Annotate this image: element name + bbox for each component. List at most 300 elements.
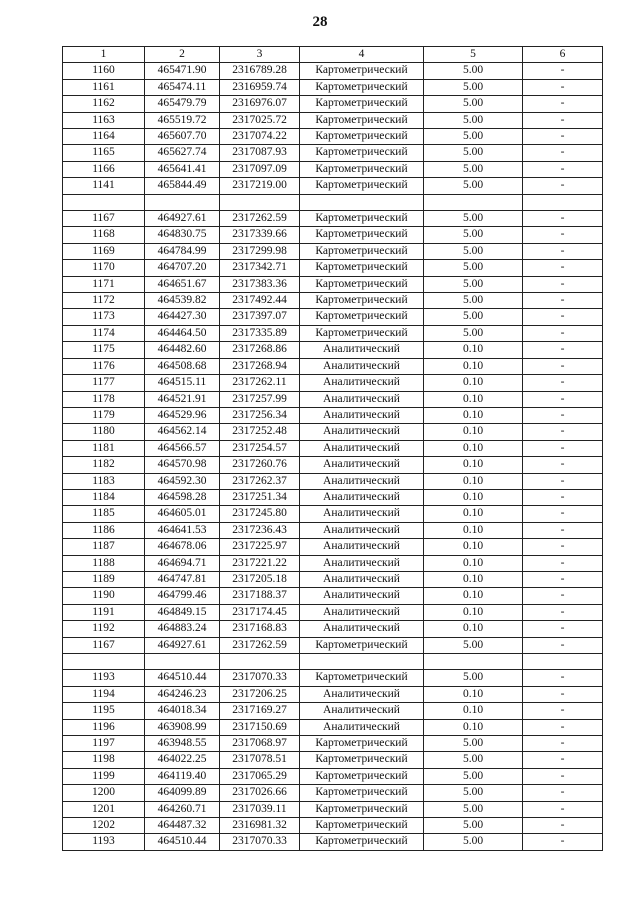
point-number-cell: 1169 [63, 243, 145, 259]
note-cell: - [523, 555, 603, 571]
accuracy-cell: 0.10 [424, 440, 523, 456]
y-coordinate-cell: 2317342.71 [220, 260, 300, 276]
accuracy-cell: 5.00 [424, 309, 523, 325]
accuracy-cell: 0.10 [424, 703, 523, 719]
method-cell: Аналитический [300, 489, 424, 505]
accuracy-cell: 0.10 [424, 457, 523, 473]
y-coordinate-cell: 2317254.57 [220, 440, 300, 456]
note-cell: - [523, 129, 603, 145]
y-coordinate-cell: 2317168.83 [220, 621, 300, 637]
y-coordinate-cell: 2316959.74 [220, 79, 300, 95]
note-cell: - [523, 407, 603, 423]
x-coordinate-cell: 464927.61 [145, 211, 220, 227]
y-coordinate-cell: 2317262.11 [220, 375, 300, 391]
y-coordinate-cell: 2317188.37 [220, 588, 300, 604]
note-cell: - [523, 96, 603, 112]
accuracy-cell: 0.10 [424, 375, 523, 391]
y-coordinate-cell: 2317070.33 [220, 670, 300, 686]
x-coordinate-cell: 464830.75 [145, 227, 220, 243]
x-coordinate-cell [145, 654, 220, 670]
point-number-cell: 1197 [63, 736, 145, 752]
x-coordinate-cell: 464529.96 [145, 407, 220, 423]
method-cell: Аналитический [300, 604, 424, 620]
method-cell: Аналитический [300, 506, 424, 522]
method-cell: Картометрический [300, 63, 424, 79]
accuracy-cell: 5.00 [424, 293, 523, 309]
note-cell: - [523, 801, 603, 817]
note-cell: - [523, 145, 603, 161]
method-cell: Аналитический [300, 539, 424, 555]
point-number-cell: 1172 [63, 293, 145, 309]
note-cell: - [523, 818, 603, 834]
point-number-cell: 1185 [63, 506, 145, 522]
point-number-cell: 1189 [63, 571, 145, 587]
accuracy-cell: 5.00 [424, 785, 523, 801]
table-row [63, 79, 603, 95]
note-cell: - [523, 358, 603, 374]
point-number-cell: 1141 [63, 178, 145, 194]
table-row [63, 686, 603, 702]
y-coordinate-cell: 2317236.43 [220, 522, 300, 538]
accuracy-cell: 0.10 [424, 506, 523, 522]
method-cell: Картометрический [300, 293, 424, 309]
y-coordinate-cell: 2317383.36 [220, 276, 300, 292]
x-coordinate-cell: 464927.61 [145, 637, 220, 653]
table-row [63, 539, 603, 555]
note-cell: - [523, 276, 603, 292]
point-number-cell: 1171 [63, 276, 145, 292]
x-coordinate-cell: 465519.72 [145, 112, 220, 128]
x-coordinate-cell: 464539.82 [145, 293, 220, 309]
point-number-cell: 1161 [63, 79, 145, 95]
coordinates-table [62, 46, 603, 851]
accuracy-cell: 0.10 [424, 407, 523, 423]
table-row [63, 440, 603, 456]
y-coordinate-cell: 2317039.11 [220, 801, 300, 817]
y-coordinate-cell: 2317299.98 [220, 243, 300, 259]
point-number-cell: 1178 [63, 391, 145, 407]
x-coordinate-cell: 464510.44 [145, 670, 220, 686]
method-cell: Аналитический [300, 621, 424, 637]
method-cell: Картометрический [300, 834, 424, 850]
x-coordinate-cell: 464747.81 [145, 571, 220, 587]
table-row [63, 63, 603, 79]
accuracy-cell: 5.00 [424, 145, 523, 161]
table-row [63, 145, 603, 161]
table-header-row [63, 47, 603, 63]
note-cell: - [523, 571, 603, 587]
table-row [63, 768, 603, 784]
accuracy-cell: 0.10 [424, 489, 523, 505]
accuracy-cell: 0.10 [424, 358, 523, 374]
accuracy-cell: 5.00 [424, 276, 523, 292]
column-header: 1 [63, 47, 145, 63]
note-cell: - [523, 293, 603, 309]
method-cell: Аналитический [300, 391, 424, 407]
table-row [63, 293, 603, 309]
x-coordinate-cell: 464605.01 [145, 506, 220, 522]
x-coordinate-cell: 464487.32 [145, 818, 220, 834]
point-number-cell: 1183 [63, 473, 145, 489]
point-number-cell: 1187 [63, 539, 145, 555]
x-coordinate-cell: 464784.99 [145, 243, 220, 259]
method-cell: Картометрический [300, 227, 424, 243]
method-cell: Картометрический [300, 161, 424, 177]
y-coordinate-cell: 2317205.18 [220, 571, 300, 587]
note-cell: - [523, 161, 603, 177]
method-cell: Аналитический [300, 703, 424, 719]
y-coordinate-cell: 2317070.33 [220, 834, 300, 850]
note-cell: - [523, 243, 603, 259]
accuracy-cell: 5.00 [424, 801, 523, 817]
y-coordinate-cell: 2317252.48 [220, 424, 300, 440]
method-cell: Аналитический [300, 457, 424, 473]
y-coordinate-cell: 2316981.32 [220, 818, 300, 834]
table-row [63, 637, 603, 653]
x-coordinate-cell: 464707.20 [145, 260, 220, 276]
note-cell: - [523, 391, 603, 407]
method-cell: Картометрический [300, 145, 424, 161]
y-coordinate-cell: 2317245.80 [220, 506, 300, 522]
y-coordinate-cell: 2317150.69 [220, 719, 300, 735]
table-row [63, 358, 603, 374]
table-row [63, 342, 603, 358]
method-cell: Аналитический [300, 588, 424, 604]
point-number-cell: 1201 [63, 801, 145, 817]
y-coordinate-cell: 2317256.34 [220, 407, 300, 423]
table-row [63, 522, 603, 538]
note-cell: - [523, 834, 603, 850]
y-coordinate-cell: 2317026.66 [220, 785, 300, 801]
y-coordinate-cell: 2317339.66 [220, 227, 300, 243]
point-number-cell: 1165 [63, 145, 145, 161]
accuracy-cell: 5.00 [424, 178, 523, 194]
point-number-cell: 1174 [63, 325, 145, 341]
x-coordinate-cell: 464641.53 [145, 522, 220, 538]
y-coordinate-cell: 2317025.72 [220, 112, 300, 128]
note-cell: - [523, 309, 603, 325]
point-number-cell: 1164 [63, 129, 145, 145]
column-header: 3 [220, 47, 300, 63]
table-row [63, 129, 603, 145]
y-coordinate-cell: 2317492.44 [220, 293, 300, 309]
point-number-cell: 1180 [63, 424, 145, 440]
x-coordinate-cell: 464246.23 [145, 686, 220, 702]
y-coordinate-cell: 2317262.37 [220, 473, 300, 489]
x-coordinate-cell: 464260.71 [145, 801, 220, 817]
table-row [63, 194, 603, 210]
y-coordinate-cell: 2317206.25 [220, 686, 300, 702]
x-coordinate-cell: 464427.30 [145, 309, 220, 325]
method-cell: Аналитический [300, 375, 424, 391]
method-cell [300, 654, 424, 670]
accuracy-cell: 0.10 [424, 686, 523, 702]
table-row [63, 424, 603, 440]
note-cell: - [523, 637, 603, 653]
column-header: 5 [424, 47, 523, 63]
method-cell: Картометрический [300, 276, 424, 292]
x-coordinate-cell: 463948.55 [145, 736, 220, 752]
y-coordinate-cell: 2316976.07 [220, 96, 300, 112]
x-coordinate-cell: 465627.74 [145, 145, 220, 161]
point-number-cell: 1199 [63, 768, 145, 784]
note-cell: - [523, 506, 603, 522]
method-cell: Картометрический [300, 112, 424, 128]
method-cell: Картометрический [300, 79, 424, 95]
note-cell: - [523, 703, 603, 719]
table-row [63, 801, 603, 817]
point-number-cell: 1166 [63, 161, 145, 177]
x-coordinate-cell: 463908.99 [145, 719, 220, 735]
table-row [63, 621, 603, 637]
y-coordinate-cell: 2317221.22 [220, 555, 300, 571]
y-coordinate-cell: 2317219.00 [220, 178, 300, 194]
x-coordinate-cell: 464521.91 [145, 391, 220, 407]
x-coordinate-cell: 465471.90 [145, 63, 220, 79]
note-cell: - [523, 719, 603, 735]
table-row [63, 112, 603, 128]
y-coordinate-cell: 2317262.59 [220, 211, 300, 227]
accuracy-cell: 0.10 [424, 621, 523, 637]
table-row [63, 555, 603, 571]
point-number-cell: 1193 [63, 670, 145, 686]
table-row [63, 391, 603, 407]
y-coordinate-cell: 2317268.94 [220, 358, 300, 374]
note-cell: - [523, 604, 603, 620]
point-number-cell: 1184 [63, 489, 145, 505]
y-coordinate-cell: 2317397.07 [220, 309, 300, 325]
x-coordinate-cell: 464018.34 [145, 703, 220, 719]
method-cell: Аналитический [300, 440, 424, 456]
point-number-cell: 1173 [63, 309, 145, 325]
note-cell: - [523, 621, 603, 637]
method-cell: Аналитический [300, 358, 424, 374]
note-cell [523, 654, 603, 670]
y-coordinate-cell [220, 194, 300, 210]
note-cell: - [523, 325, 603, 341]
x-coordinate-cell: 464799.46 [145, 588, 220, 604]
point-number-cell [63, 194, 145, 210]
note-cell [523, 194, 603, 210]
x-coordinate-cell: 464651.67 [145, 276, 220, 292]
point-number-cell: 1182 [63, 457, 145, 473]
x-coordinate-cell: 464849.15 [145, 604, 220, 620]
accuracy-cell: 0.10 [424, 424, 523, 440]
note-cell: - [523, 539, 603, 555]
point-number-cell: 1168 [63, 227, 145, 243]
method-cell: Аналитический [300, 719, 424, 735]
table-row [63, 719, 603, 735]
note-cell: - [523, 686, 603, 702]
accuracy-cell: 5.00 [424, 211, 523, 227]
point-number-cell: 1196 [63, 719, 145, 735]
x-coordinate-cell: 465474.11 [145, 79, 220, 95]
column-header: 4 [300, 47, 424, 63]
note-cell: - [523, 375, 603, 391]
table-row [63, 834, 603, 850]
table-row [63, 571, 603, 587]
method-cell: Аналитический [300, 424, 424, 440]
y-coordinate-cell: 2317065.29 [220, 768, 300, 784]
column-header: 2 [145, 47, 220, 63]
point-number-cell: 1177 [63, 375, 145, 391]
table-body [63, 63, 603, 850]
accuracy-cell: 0.10 [424, 391, 523, 407]
note-cell: - [523, 752, 603, 768]
table-row [63, 736, 603, 752]
method-cell: Аналитический [300, 522, 424, 538]
accuracy-cell: 5.00 [424, 670, 523, 686]
table-row [63, 506, 603, 522]
point-number-cell: 1194 [63, 686, 145, 702]
point-number-cell: 1176 [63, 358, 145, 374]
point-number-cell: 1192 [63, 621, 145, 637]
accuracy-cell: 5.00 [424, 96, 523, 112]
point-number-cell: 1179 [63, 407, 145, 423]
point-number-cell: 1191 [63, 604, 145, 620]
point-number-cell: 1167 [63, 637, 145, 653]
point-number-cell: 1193 [63, 834, 145, 850]
table-row [63, 243, 603, 259]
accuracy-cell: 0.10 [424, 473, 523, 489]
table-row [63, 818, 603, 834]
note-cell: - [523, 79, 603, 95]
x-coordinate-cell: 464883.24 [145, 621, 220, 637]
y-coordinate-cell: 2317268.86 [220, 342, 300, 358]
page-number: 28 [312, 14, 328, 30]
table-row [63, 703, 603, 719]
y-coordinate-cell: 2317074.22 [220, 129, 300, 145]
table-row [63, 752, 603, 768]
note-cell: - [523, 489, 603, 505]
x-coordinate-cell: 464464.50 [145, 325, 220, 341]
point-number-cell: 1198 [63, 752, 145, 768]
note-cell: - [523, 768, 603, 784]
point-number-cell: 1163 [63, 112, 145, 128]
point-number-cell: 1160 [63, 63, 145, 79]
accuracy-cell: 0.10 [424, 571, 523, 587]
table-row [63, 604, 603, 620]
method-cell: Картометрический [300, 785, 424, 801]
accuracy-cell [424, 654, 523, 670]
method-cell: Картометрический [300, 243, 424, 259]
method-cell [300, 194, 424, 210]
table-row [63, 260, 603, 276]
table-row [63, 407, 603, 423]
accuracy-cell: 5.00 [424, 818, 523, 834]
y-coordinate-cell: 2317068.97 [220, 736, 300, 752]
accuracy-cell [424, 194, 523, 210]
point-number-cell: 1167 [63, 211, 145, 227]
accuracy-cell: 5.00 [424, 79, 523, 95]
note-cell: - [523, 211, 603, 227]
x-coordinate-cell: 464099.89 [145, 785, 220, 801]
table-row [63, 96, 603, 112]
table-row [63, 211, 603, 227]
method-cell: Картометрический [300, 260, 424, 276]
table-row [63, 161, 603, 177]
x-coordinate-cell: 464570.98 [145, 457, 220, 473]
method-cell: Картометрический [300, 736, 424, 752]
method-cell: Картометрический [300, 309, 424, 325]
x-coordinate-cell: 464598.28 [145, 489, 220, 505]
y-coordinate-cell: 2317174.45 [220, 604, 300, 620]
y-coordinate-cell: 2317335.89 [220, 325, 300, 341]
note-cell: - [523, 227, 603, 243]
method-cell: Картометрический [300, 325, 424, 341]
y-coordinate-cell: 2317262.59 [220, 637, 300, 653]
method-cell: Аналитический [300, 407, 424, 423]
accuracy-cell: 0.10 [424, 522, 523, 538]
table-row [63, 276, 603, 292]
x-coordinate-cell: 464510.44 [145, 834, 220, 850]
accuracy-cell: 5.00 [424, 768, 523, 784]
column-header: 6 [523, 47, 603, 63]
method-cell: Картометрический [300, 752, 424, 768]
x-coordinate-cell: 464694.71 [145, 555, 220, 571]
x-coordinate-cell: 464592.30 [145, 473, 220, 489]
y-coordinate-cell: 2317257.99 [220, 391, 300, 407]
x-coordinate-cell: 464562.14 [145, 424, 220, 440]
y-coordinate-cell [220, 654, 300, 670]
table-row [63, 227, 603, 243]
accuracy-cell: 5.00 [424, 834, 523, 850]
y-coordinate-cell: 2317087.93 [220, 145, 300, 161]
accuracy-cell: 5.00 [424, 112, 523, 128]
accuracy-cell: 0.10 [424, 555, 523, 571]
x-coordinate-cell: 464515.11 [145, 375, 220, 391]
y-coordinate-cell: 2317169.27 [220, 703, 300, 719]
note-cell: - [523, 178, 603, 194]
table-row [63, 654, 603, 670]
x-coordinate-cell: 465479.79 [145, 96, 220, 112]
accuracy-cell: 5.00 [424, 260, 523, 276]
method-cell: Аналитический [300, 473, 424, 489]
point-number-cell [63, 654, 145, 670]
accuracy-cell: 5.00 [424, 161, 523, 177]
x-coordinate-cell: 464482.60 [145, 342, 220, 358]
accuracy-cell: 5.00 [424, 637, 523, 653]
accuracy-cell: 5.00 [424, 243, 523, 259]
note-cell: - [523, 522, 603, 538]
point-number-cell: 1181 [63, 440, 145, 456]
note-cell: - [523, 112, 603, 128]
method-cell: Картометрический [300, 211, 424, 227]
method-cell: Картометрический [300, 637, 424, 653]
point-number-cell: 1170 [63, 260, 145, 276]
table-row [63, 785, 603, 801]
x-coordinate-cell: 465641.41 [145, 161, 220, 177]
note-cell: - [523, 473, 603, 489]
point-number-cell: 1186 [63, 522, 145, 538]
table-row [63, 325, 603, 341]
method-cell: Аналитический [300, 555, 424, 571]
x-coordinate-cell: 464022.25 [145, 752, 220, 768]
method-cell: Аналитический [300, 342, 424, 358]
table-row [63, 670, 603, 686]
accuracy-cell: 0.10 [424, 342, 523, 358]
y-coordinate-cell: 2317260.76 [220, 457, 300, 473]
method-cell: Картометрический [300, 670, 424, 686]
method-cell: Аналитический [300, 686, 424, 702]
table-row [63, 178, 603, 194]
table-row [63, 588, 603, 604]
point-number-cell: 1195 [63, 703, 145, 719]
x-coordinate-cell: 464566.57 [145, 440, 220, 456]
method-cell: Картометрический [300, 768, 424, 784]
x-coordinate-cell: 465607.70 [145, 129, 220, 145]
point-number-cell: 1200 [63, 785, 145, 801]
